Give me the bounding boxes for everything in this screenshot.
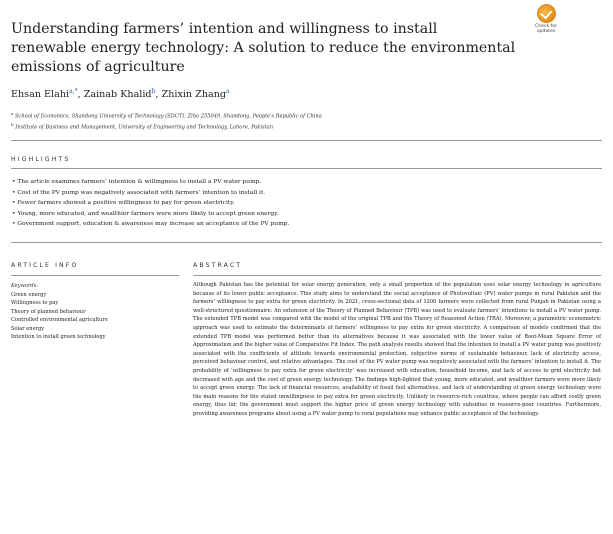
highlight-item: • Cost of the PV pump was negatively associated with farmers’ intention to install it. (12, 188, 289, 199)
highlight-item: • Young, more educated, and wealthier farmers were more likely to accept green energy. (12, 209, 289, 220)
affiliation (11, 110, 322, 121)
author-affiliation-mark[interactable]: a,* (69, 88, 78, 95)
keyword-item: Intention to install green technology (11, 334, 106, 341)
divider (11, 168, 602, 169)
divider (11, 140, 602, 141)
author-separator: , (155, 89, 162, 101)
author-affiliation-mark[interactable]: b (151, 88, 156, 95)
abstract-text: Although Pakistan has the potential for solar energy generation, only a small proportion of the population uses solar energy technology in agriculture because of its lower public acceptance. This study aims to understand the social acceptance of Photovoltaic (PV) water pumps in rural Pakistan and the farmers’ willingness to pay extra for green electricity. In 2021, cross-sectional data of 1200 farmers were collected from rural Punjab in Pakistan using a well-structured questionnaire. An extension of the Theory of Planned Behaviour (TPB) was used to evaluate farmers’ intentions to install a PV water pump. The extended TPB model was compared with the model of the original TPB and the Theory of Reasoned Action (TRA). Moreover, a parametric econometric approach was used to estimate the determinants of farmers’ willingness to pay extra for green electricity. A comparison of models confirmed that the extended TPB model was performed better than its alternatives because it was associated with the lower value of Root-Mean Square Error of Approximation and the higher value of Comparative Fit Index. The path analysis results showed that the intention to install a PV water pump was positively associated with the coefficients of attitude towards environmental protection, subjective norms of sustainable behaviour, lack of electricity access, perceived behaviour control, and relative advantages. The cost of the PV water pump was negatively associated with the farmers’ intention to install it. The probability of ‘willingness to pay extra for green electricity’ was increased with education, household income, and lack of access to grid electricity but decreased with age and the cost of green energy technology. The findings high-lighted that young, more educated, and wealthier farmers were more likely to accept green energy. The lack of financial resources, availability of fossil fuel alternatives, and lack of understanding of green energy technology were the main reasons for the stated unwillingness to pay extra for green electricity. Unlikely in resource-rich countries, where people can afford costly green energy, thus far, the government must support the higher price of green energy technology with subsidies in resource-poor countries. Furthermore, providing awareness programs about using a PV water pump to rural populations may enhance public acceptance of the technology. (193, 282, 601, 417)
keyword-item: Controlled environmental agriculture (11, 317, 108, 324)
author-list (11, 88, 230, 100)
keyword-item: Willingness to pay (11, 300, 59, 307)
affiliation-text: Institute of Business and Management, University of Engineering and Technology, Lahore, Pakistan (15, 124, 273, 131)
abstract-heading: ABSTRACT (193, 262, 243, 269)
affiliation-text: School of Economics, Shandong University of Technology (SDUT), Zibo 255049, Shandong, People’s Republic of China (15, 113, 322, 120)
affiliation-mark: b (11, 122, 14, 128)
author-separator: , (77, 89, 84, 101)
divider (11, 275, 179, 276)
affiliation (11, 121, 322, 132)
checkmark-icon (537, 4, 556, 23)
highlights-list (12, 177, 289, 230)
highlight-item: • Fewer farmers showed a positive willingness to pay for green electricity. (12, 198, 289, 209)
highlights-heading: HIGHLIGHTS (11, 156, 71, 163)
keywords-list (11, 291, 108, 342)
keyword-item: Solar energy (11, 325, 45, 332)
check-for-updates-badge[interactable] (531, 4, 561, 38)
author-name[interactable]: Ehsan Elahi (11, 89, 70, 101)
article-info-heading: ARTICLE INFO (11, 262, 79, 269)
keyword-item: Green energy (11, 292, 47, 298)
highlight-item: • Government support, education & awareness may increase an acceptance of the PV pump. (12, 219, 289, 230)
affiliations (11, 110, 322, 132)
keyword-item: Theory of planned behaviour (11, 308, 86, 315)
divider (193, 275, 601, 276)
article-title: Understanding farmers’ intention and willingness to install renewable energy technology: A solution to reduce the environmental emissions of agriculture (11, 21, 516, 75)
author-name[interactable]: Zainab Khalid (83, 89, 152, 101)
keywords-label: Keywords: (11, 283, 39, 289)
affiliation-mark: a (11, 111, 14, 116)
divider (11, 242, 602, 243)
author-affiliation-mark[interactable]: a (226, 88, 230, 95)
highlight-item: • The article examines farmers’ intention & willingness to install a PV water pump. (12, 177, 289, 188)
check-for-updates-label: Check for updates (535, 24, 557, 34)
author-name[interactable]: Zhixin Zhang (161, 89, 227, 101)
